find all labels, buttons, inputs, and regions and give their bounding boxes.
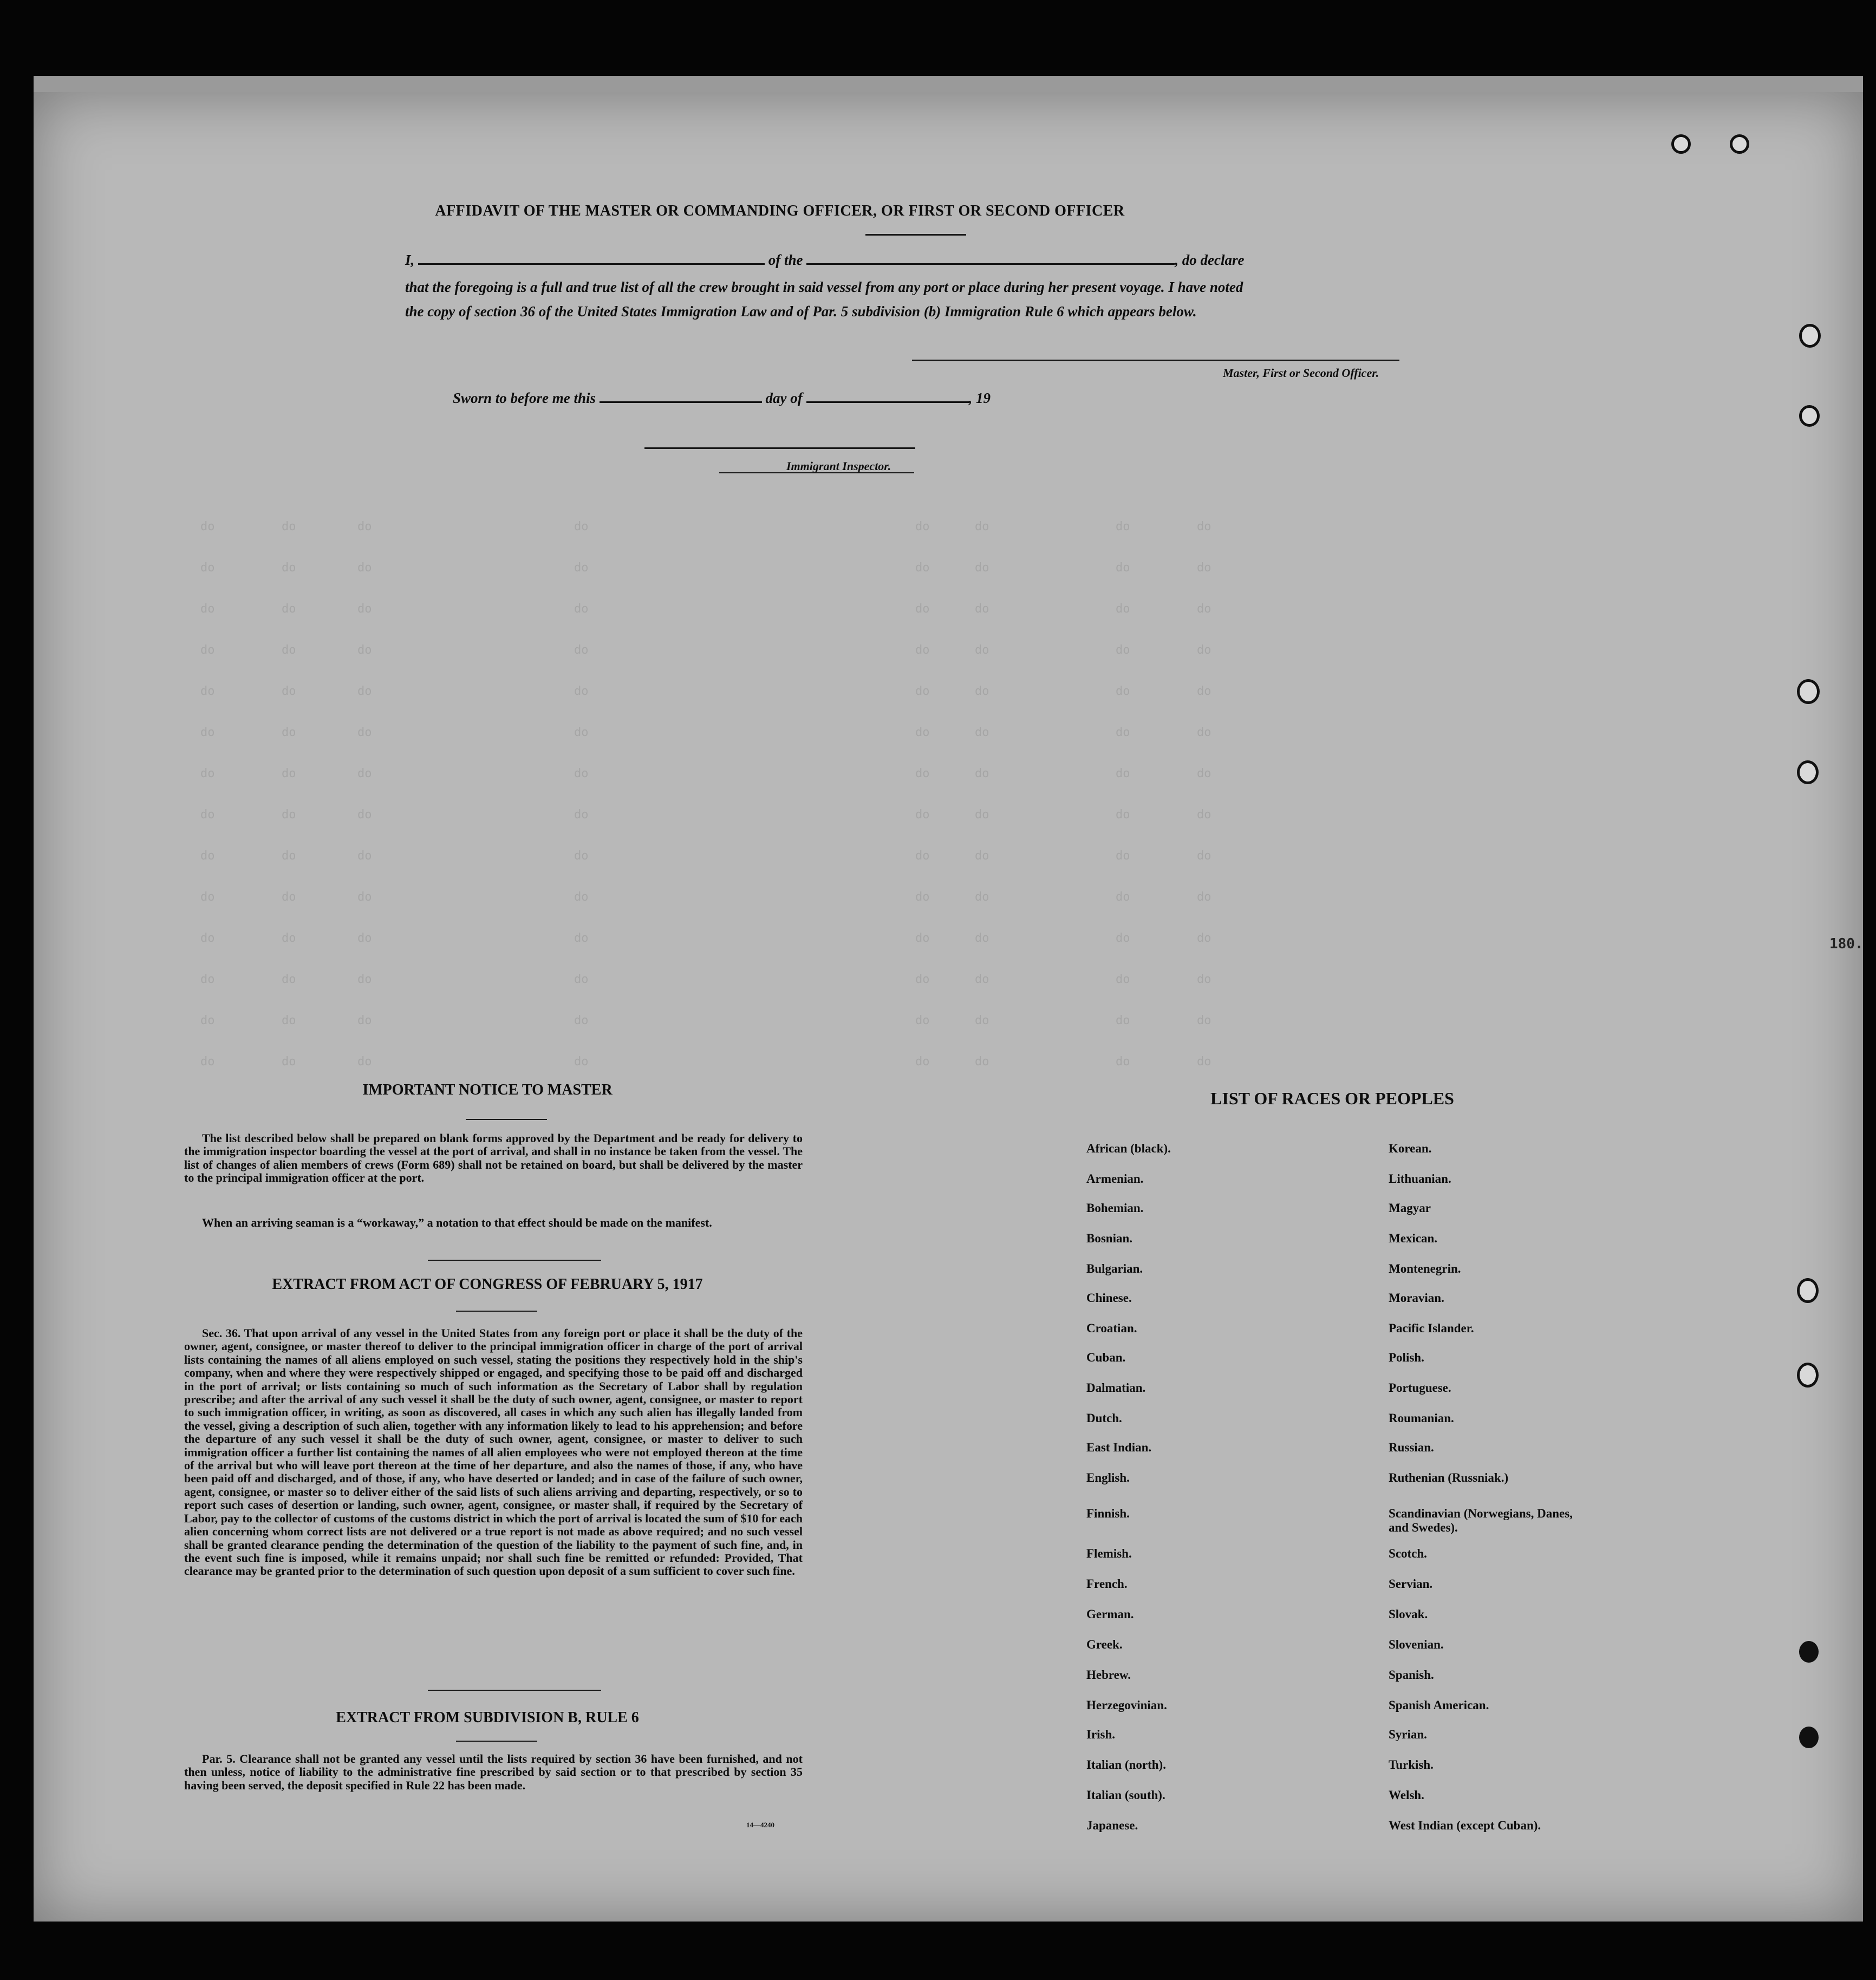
punch-hole-icon (1799, 324, 1821, 348)
bleed-through-mark: do (1197, 932, 1211, 945)
bleed-through-mark: do (574, 1014, 589, 1027)
race-item: German. (1086, 1607, 1134, 1621)
race-item: Italian (south). (1086, 1788, 1165, 1802)
bleed-through-mark: do (282, 890, 296, 904)
divider (428, 1690, 601, 1691)
master-signature-line (912, 360, 1399, 361)
affidavit-of-the-label: of the (768, 252, 803, 268)
bleed-through-mark: do (574, 890, 589, 904)
race-item: East Indian. (1086, 1441, 1152, 1454)
master-name-blank (418, 263, 765, 265)
bleed-through-mark: do (574, 643, 589, 657)
race-item: Hebrew. (1086, 1668, 1131, 1682)
bleed-through-mark: do (975, 726, 989, 739)
affidavit-line-1 (405, 252, 1244, 269)
form-code: 14—4240 (746, 1821, 774, 1829)
race-item: Croatian. (1086, 1321, 1137, 1335)
race-item: Servian. (1389, 1577, 1433, 1591)
race-item: African (black). (1086, 1142, 1171, 1155)
bleed-through-mark: do (1197, 767, 1211, 780)
bleed-through-mark: do (574, 602, 589, 616)
bleed-through-mark: do (200, 849, 215, 863)
act-extract-heading: EXTRACT FROM ACT OF CONGRESS OF FEBRUARY 5, 1917 (272, 1276, 703, 1293)
race-item: Greek. (1086, 1638, 1123, 1651)
bleed-through-mark: do (975, 561, 989, 575)
bleed-through-mark: do (1197, 1014, 1211, 1027)
bleed-through-mark: do (357, 726, 372, 739)
bleed-through-mark: do (1116, 973, 1130, 986)
bleed-through-mark: do (357, 932, 372, 945)
bleed-through-mark: do (975, 1055, 989, 1069)
race-item: Slovak. (1389, 1607, 1428, 1621)
bleed-through-mark: do (915, 767, 930, 780)
sworn-day-label: day of (765, 390, 803, 406)
master-signature-caption: Master, First or Second Officer. (1223, 366, 1379, 380)
divider (865, 234, 966, 236)
race-item: Chinese. (1086, 1291, 1132, 1305)
bleed-through-mark: do (1116, 685, 1130, 698)
bleed-through-mark: do (1116, 849, 1130, 863)
race-item: English. (1086, 1471, 1130, 1484)
race-item: Roumanian. (1389, 1411, 1454, 1425)
bleed-through-mark: do (357, 1055, 372, 1069)
bleed-through-mark: do (357, 685, 372, 698)
race-item: Japanese. (1086, 1819, 1138, 1832)
bleed-through-mark: do (1116, 890, 1130, 904)
bleed-through-mark: do (975, 932, 989, 945)
bleed-through-mark: do (200, 520, 215, 533)
race-item: Dutch. (1086, 1411, 1122, 1425)
bleed-through-mark: do (975, 520, 989, 533)
bleed-through-mark: do (282, 1014, 296, 1027)
race-item: Portuguese. (1389, 1381, 1451, 1395)
bleed-through-mark: do (915, 849, 930, 863)
bleed-through-mark: do (915, 890, 930, 904)
bleed-through-mark: do (915, 643, 930, 657)
bleed-through-mark: do (574, 520, 589, 533)
race-item: Magyar (1389, 1201, 1431, 1215)
divider (428, 1260, 601, 1261)
bleed-through-mark: do (200, 1014, 215, 1027)
bleed-through-mark: do (200, 808, 215, 822)
punch-hole-icon (1797, 679, 1820, 704)
bleed-through-mark: do (200, 932, 215, 945)
bleed-through-mark: do (1116, 602, 1130, 616)
bleed-through-mark: do (357, 808, 372, 822)
bleed-through-mark: do (282, 643, 296, 657)
race-item: Bulgarian. (1086, 1262, 1143, 1275)
bleed-through-mark: do (282, 1055, 296, 1069)
bleed-through-mark: do (915, 520, 930, 533)
bleed-through-mark: do (282, 808, 296, 822)
bleed-through-mark: do (282, 602, 296, 616)
punch-hole-icon (1799, 405, 1820, 427)
race-item: Lithuanian. (1389, 1172, 1451, 1186)
bleed-through-mark: do (915, 973, 930, 986)
punch-hole-icon (1671, 134, 1691, 154)
bleed-through-mark: do (975, 973, 989, 986)
notice-heading: IMPORTANT NOTICE TO MASTER (362, 1082, 613, 1098)
bleed-through-mark: do (1116, 561, 1130, 575)
divider (456, 1311, 537, 1312)
bleed-through-mark: do (915, 932, 930, 945)
bleed-through-mark: do (357, 561, 372, 575)
rule-extract-heading: EXTRACT FROM SUBDIVISION B, RULE 6 (336, 1709, 639, 1726)
race-item: Moravian. (1389, 1291, 1444, 1305)
race-item: Welsh. (1389, 1788, 1424, 1802)
bleed-through-mark: do (574, 973, 589, 986)
bleed-through-mark: do (574, 726, 589, 739)
inspector-caption: Immigrant Inspector. (786, 459, 891, 473)
bleed-through-mark: do (357, 602, 372, 616)
punch-hole-icon (1797, 1363, 1819, 1388)
sworn-month-blank (806, 401, 969, 403)
bleed-through-mark: do (282, 726, 296, 739)
race-item: Flemish. (1086, 1547, 1132, 1560)
bleed-through-mark: do (975, 808, 989, 822)
punch-hole-icon (1730, 134, 1749, 154)
bleed-through-mark: do (1197, 1055, 1211, 1069)
race-item: Ruthenian (Russniak.) (1389, 1471, 1509, 1484)
bleed-through-mark: do (975, 602, 989, 616)
races-heading: LIST OF RACES OR PEOPLES (1210, 1089, 1454, 1108)
bleed-through-mark: do (1116, 808, 1130, 822)
bleed-through-mark: do (1197, 685, 1211, 698)
bleed-through-mark: do (1197, 520, 1211, 533)
bleed-through-mark: do (200, 726, 215, 739)
bleed-through-mark: do (1197, 561, 1211, 575)
race-item: Pacific Islander. (1389, 1321, 1474, 1335)
bleed-through-row-number: 180. (1829, 936, 1864, 952)
bleed-through-mark: do (1116, 767, 1130, 780)
bleed-through-mark: do (574, 932, 589, 945)
race-item: Cuban. (1086, 1351, 1126, 1364)
punch-hole-icon (1799, 1727, 1819, 1748)
bleed-through-mark: do (915, 726, 930, 739)
race-item: Armenian. (1086, 1172, 1144, 1186)
bleed-through-mark: do (200, 643, 215, 657)
bleed-through-mark: do (200, 602, 215, 616)
notice-paragraph-2: When an arriving seaman is a “workaway,” a notation to that effect should be made on the manifest. (202, 1216, 712, 1229)
bleed-through-mark: do (357, 520, 372, 533)
race-item: Montenegrin. (1389, 1262, 1461, 1275)
bleed-through-mark: do (915, 808, 930, 822)
bleed-through-mark: do (574, 767, 589, 780)
bleed-through-mark: do (1197, 890, 1211, 904)
divider (466, 1119, 547, 1120)
bleed-through-mark: do (975, 643, 989, 657)
divider (456, 1741, 537, 1742)
bleed-through-mark: do (282, 685, 296, 698)
bleed-through-mark: do (975, 767, 989, 780)
bleed-through-mark: do (357, 890, 372, 904)
race-item: Scotch. (1389, 1547, 1427, 1560)
race-item: Syrian. (1389, 1728, 1427, 1741)
bleed-through-mark: do (282, 520, 296, 533)
race-item: Russian. (1389, 1441, 1434, 1454)
manifest-sheet (34, 92, 1863, 1922)
race-item: Bosnian. (1086, 1232, 1133, 1245)
affidavit-declare-label: , do declare (1175, 252, 1245, 268)
race-item: Mexican. (1389, 1232, 1438, 1245)
bleed-through-mark: do (915, 1055, 930, 1069)
race-item: Herzegovinian. (1086, 1698, 1167, 1712)
race-item: Slovenian. (1389, 1638, 1444, 1651)
bleed-through-mark: do (200, 561, 215, 575)
bleed-through-mark: do (574, 1055, 589, 1069)
vessel-name-blank (806, 263, 1175, 265)
bleed-through-mark: do (282, 973, 296, 986)
bleed-through-mark: do (282, 561, 296, 575)
bleed-through-mark: do (357, 973, 372, 986)
affidavit-line-3: the copy of section 36 of the United States Immigration Law and of Par. 5 subdivision (b) Immigration Rule 6 which appears below. (405, 303, 1197, 320)
bleed-through-mark: do (1197, 808, 1211, 822)
bleed-through-mark: do (915, 1014, 930, 1027)
race-item: Dalmatian. (1086, 1381, 1146, 1395)
affidavit-heading: AFFIDAVIT OF THE MASTER OR COMMANDING OFFICER, OR FIRST OR SECOND OFFICER (435, 203, 1125, 219)
bleed-through-mark: do (574, 849, 589, 863)
bleed-through-mark: do (574, 561, 589, 575)
punch-hole-icon (1797, 1278, 1819, 1303)
bleed-through-mark: do (1197, 602, 1211, 616)
bleed-through-mark: do (357, 643, 372, 657)
affidavit-i-label: I, (405, 252, 415, 268)
bleed-through-mark: do (1197, 973, 1211, 986)
bleed-through-mark: do (1116, 643, 1130, 657)
bleed-through-mark: do (200, 767, 215, 780)
race-item: Turkish. (1389, 1758, 1434, 1771)
bleed-through-mark: do (282, 849, 296, 863)
sworn-label: Sworn to before me this (453, 390, 596, 406)
race-item: Bohemian. (1086, 1201, 1144, 1215)
sworn-date-blank (600, 401, 762, 403)
bleed-through-mark: do (200, 1055, 215, 1069)
affidavit-line-2: that the foregoing is a full and true list of all the crew brought in said vessel from any port or place during her present voyage. I have noted (405, 279, 1243, 295)
race-item: Spanish American. (1389, 1698, 1489, 1712)
race-item: Finnish. (1086, 1507, 1130, 1520)
sworn-line (453, 390, 991, 407)
bleed-through-mark: do (915, 685, 930, 698)
bleed-through-mark: do (357, 849, 372, 863)
bleed-through-mark: do (1116, 1055, 1130, 1069)
bleed-through-mark: do (1197, 643, 1211, 657)
race-item: Spanish. (1389, 1668, 1434, 1682)
bleed-through-mark: do (282, 767, 296, 780)
race-item: Scandinavian (Norwegians, Danes, and Swedes). (1389, 1507, 1573, 1534)
bleed-through-mark: do (975, 1014, 989, 1027)
punch-hole-icon (1799, 1641, 1819, 1663)
race-item: Irish. (1086, 1728, 1116, 1741)
bleed-through-mark: do (975, 685, 989, 698)
bleed-through-mark: do (915, 602, 930, 616)
rule-extract-text: Par. 5. Clearance shall not be granted any vessel until the lists required by section 36 have been furnished, and not then unless, notice of liability to the administrative fine prescribed by said section or to that prescribed by section 35 having been served, the deposit specified in Rule 22 has been made. (184, 1752, 803, 1792)
race-item: West Indian (except Cuban). (1389, 1819, 1541, 1832)
bleed-through-mark: do (1197, 726, 1211, 739)
bleed-through-mark: do (1116, 520, 1130, 533)
bleed-through-mark: do (574, 685, 589, 698)
bleed-through-mark: do (975, 890, 989, 904)
bleed-through-mark: do (1116, 726, 1130, 739)
bleed-through-mark: do (574, 808, 589, 822)
bleed-through-mark: do (1116, 1014, 1130, 1027)
race-item: Italian (north). (1086, 1758, 1166, 1771)
inspector-signature-line (644, 447, 915, 449)
bleed-through-mark: do (357, 1014, 372, 1027)
bleed-through-mark: do (915, 561, 930, 575)
bleed-through-mark: do (200, 973, 215, 986)
sworn-year-label: , 19 (968, 390, 991, 406)
bleed-through-mark: do (1197, 849, 1211, 863)
race-item: French. (1086, 1577, 1128, 1591)
bleed-through-mark: do (357, 767, 372, 780)
act-extract-text: Sec. 36. That upon arrival of any vessel in the United States from any foreign port or place it shall be the duty of the owner, agent, consignee, or master thereof to deliver to the principal immigration officer in charge of the port of arrival lists containing the names of all aliens employed on such vessel, stating the positions they respectively hold in the ship's company, when and where they were respectively shipped or engaged, and specifying those to be paid off and discharged in the port of arrival; or lists containing so much of such information as the Secretary of Labor shall by regulation prescribe; and after the arrival of any such vessel it shall be the duty of such owner, agent, consignee, or master to report to such immigration officer, in writing, as soon as discovered, all cases in which any such alien has illegally landed from the vessel, giving a description of such alien, together with any information likely to lead to his apprehension; and before the departure of any such vessel it shall be the duty of such owner, agent, consignee, or master to deliver to such immigration officer a further list containing the names of all alien employees who were not employed thereon at the time of the arrival but who will leave port thereon at the time of her departure, and also the names of those, if any, who have been paid off and discharged, and of those, if any, who have deserted or landed; and in case of the failure of such owner, agent, consignee, or master so to deliver either of the said lists of such aliens arriving and departing, respectively, or so to report such cases of desertion or landing, such owner, agent, consignee, or master shall, if required by the Secretary of Labor, pay to the collector of customs of the customs district in which the port of arrival is located the sum of $10 for each alien concerning whom correct lists are not delivered or a true report is not made as above required; and no such vessel shall be granted clearance pending the determination of the question of the liability to the payment of such fine, and, in the event such fine is imposed, while it remains unpaid; nor shall such fine be remitted or refunded: Provided, That clearance may be granted prior to the determination of such question upon deposit of a sum sufficient to cover such fine. (184, 1326, 803, 1578)
race-item: Polish. (1389, 1351, 1424, 1364)
bleed-through-mark: do (1116, 932, 1130, 945)
bleed-through-mark: do (282, 932, 296, 945)
punch-hole-icon (1797, 760, 1819, 784)
bleed-through-mark: do (975, 849, 989, 863)
notice-paragraph-1: The list described below shall be prepared on blank forms approved by the Department and be ready for delivery to the immigration inspector boarding the vessel at the port of arrival, and shall in no instance be taken from the vessel. The list of changes of alien members of crews (Form 689) shall not be retained on board, but shall be delivered by the master to the principal immigration officer at the port. (184, 1131, 803, 1185)
race-item: Korean. (1389, 1142, 1432, 1155)
bleed-through-mark: do (200, 685, 215, 698)
bleed-through-mark: do (200, 890, 215, 904)
